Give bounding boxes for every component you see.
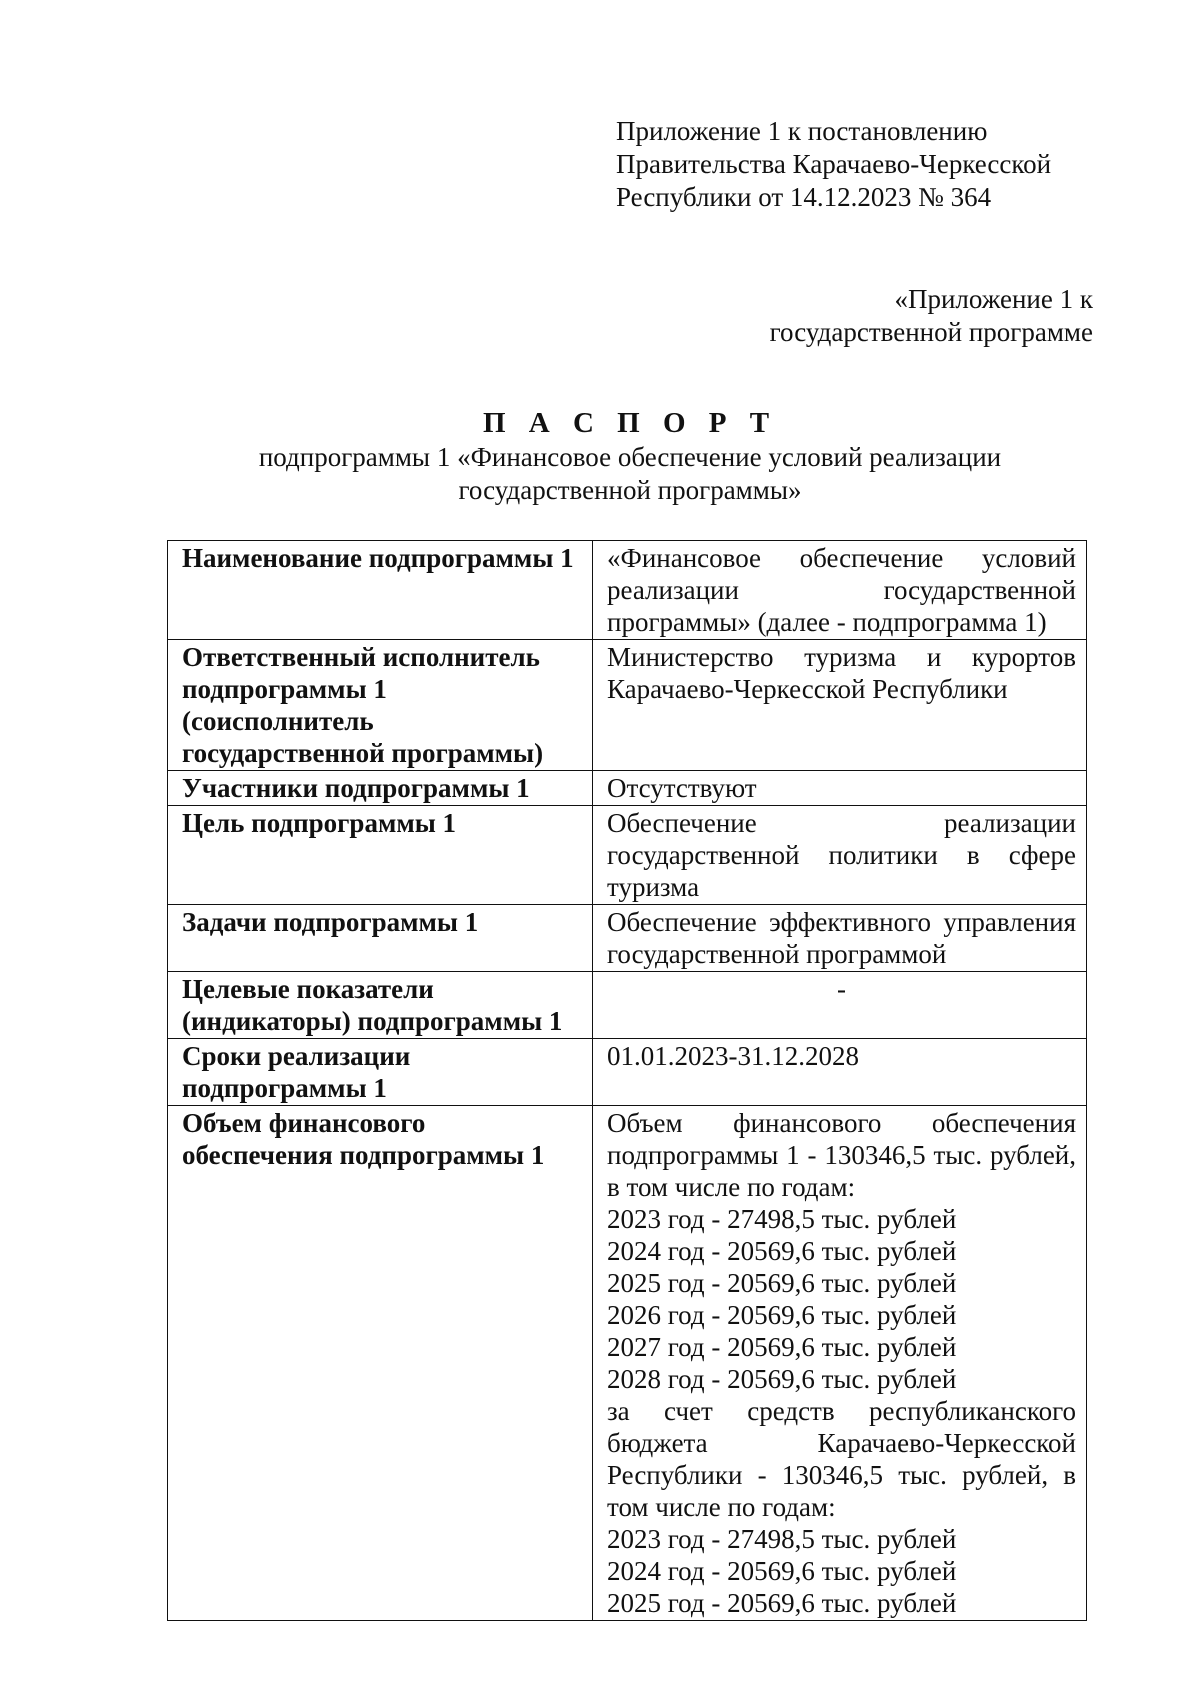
budget-year: 2025 год - 20569,6 тыс. рублей (607, 1588, 957, 1618)
table-row (168, 1106, 1087, 1621)
row-label: Ответственный исполнитель подпрограммы 1 (соисполнитель государственной программы) (168, 640, 593, 771)
financing-year: 2024 год - 20569,6 тыс. рублей (607, 1236, 957, 1266)
appendix-header (770, 283, 1093, 349)
approval-line: Республики от 14.12.2023 № 364 (616, 182, 992, 212)
budget-year: 2024 год - 20569,6 тыс. рублей (607, 1556, 957, 1586)
row-value: Отсутствуют (593, 771, 1087, 806)
document-subtitle-line: государственной программы» (458, 475, 802, 505)
table-row (168, 806, 1087, 905)
row-label: Участники подпрограммы 1 (168, 771, 593, 806)
title-block (0, 405, 1200, 507)
table-row (168, 640, 1087, 771)
row-value: 01.01.2023-31.12.2028 (593, 1039, 1087, 1106)
row-value: «Финансовое обеспечение условий реализации государственной программы» (далее - подпрограмма 1) (593, 541, 1087, 640)
row-value: Обеспечение реализации государственной политики в сфере туризма (593, 806, 1087, 905)
appendix-line: государственной программе (769, 317, 1093, 347)
table-row (168, 771, 1087, 806)
row-label: Объем финансового обеспечения подпрограммы 1 (168, 1106, 593, 1621)
financing-intro: Объем финансового обеспечения подпрограммы 1 - 130346,5 тыс. рублей, в том числе по годам: (607, 1108, 1076, 1202)
row-label: Задачи подпрограммы 1 (168, 905, 593, 972)
approval-header (616, 115, 1051, 214)
table-row (168, 972, 1087, 1039)
approval-line: Приложение 1 к постановлению (616, 116, 988, 146)
table-row (168, 541, 1087, 640)
table-row (168, 1039, 1087, 1106)
row-value: Министерство туризма и курортов Карачаево-Черкесской Республики (593, 640, 1087, 771)
row-label: Сроки реализации подпрограммы 1 (168, 1039, 593, 1106)
row-value: - (593, 972, 1087, 1039)
financing-year: 2025 год - 20569,6 тыс. рублей (607, 1268, 957, 1298)
financing-year: 2026 год - 20569,6 тыс. рублей (607, 1300, 957, 1330)
row-label: Наименование подпрограммы 1 (168, 541, 593, 640)
budget-intro: за счет средств республиканского бюджета Карачаево-Черкесской Республики - 130346,5 тыс. рублей, в том числе по годам: (607, 1396, 1076, 1522)
appendix-line: «Приложение 1 к (894, 284, 1093, 314)
document-subtitle-line: подпрограммы 1 «Финансовое обеспечение условий реализации (258, 442, 1002, 472)
passport-table (167, 540, 1087, 1621)
table-row (168, 905, 1087, 972)
row-value: Обеспечение эффективного управления государственной программой (593, 905, 1087, 972)
financing-year: 2027 год - 20569,6 тыс. рублей (607, 1332, 957, 1362)
budget-year: 2023 год - 27498,5 тыс. рублей (607, 1524, 957, 1554)
financing-year: 2023 год - 27498,5 тыс. рублей (607, 1204, 957, 1234)
document-title: П А С П О Р Т (482, 407, 778, 439)
row-label: Целевые показатели (индикаторы) подпрограммы 1 (168, 972, 593, 1039)
financing-year: 2028 год - 20569,6 тыс. рублей (607, 1364, 957, 1394)
row-label: Цель подпрограммы 1 (168, 806, 593, 905)
row-value-financing (593, 1106, 1087, 1621)
approval-line: Правительства Карачаево-Черкесской (616, 149, 1052, 179)
